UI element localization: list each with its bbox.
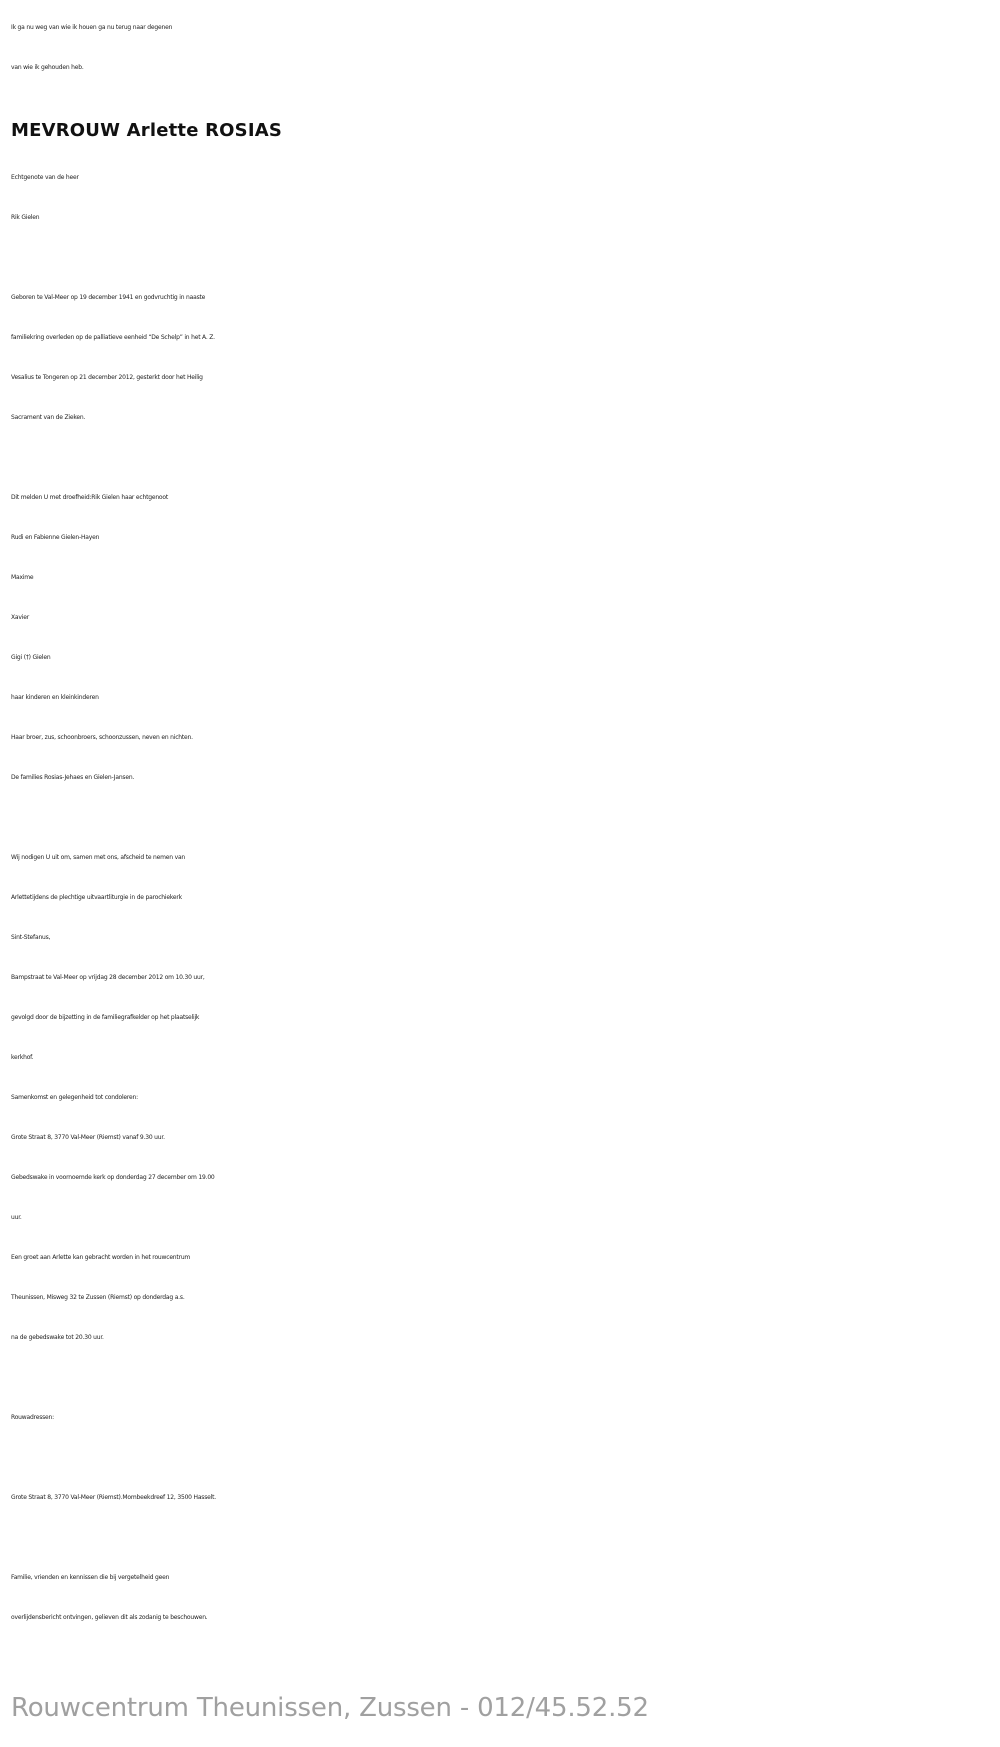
ceremony-line: kerkhof. [11,1054,34,1061]
closing-line: overlijdensbericht ontvingen, gelieven dit als zodanig te beschouwen. [11,1614,208,1621]
family-line: haar kinderen en kleinkinderen [11,694,99,701]
birth-death-line: Sacrament van de Zieken. [11,414,86,421]
spouse-line: Rik Gielen [11,214,40,221]
ceremony-block [11,838,1000,1358]
ceremony-line: uur. [11,1214,22,1221]
family-line: Dit melden U met droefheid:Rik Gielen haar echtgenoot [11,494,169,501]
ceremony-line: Grote Straat 8, 3770 Val-Meer (Riemst) vanaf 9.30 uur. [11,1134,165,1141]
funeral-home-footer: Rouwcentrum Theunissen, Zussen - 012/45.52.52 [11,1693,649,1723]
ceremony-line: Theunissen, Misweg 32 te Zussen (Riemst) op donderdag a.s. [11,1294,185,1301]
family-line: Haar broer, zus, schoonbroers, schoonzussen, neven en nichten. [11,734,193,741]
closing-block [11,1558,1000,1638]
family-line: Gigi (†) Gielen [11,654,51,661]
quote-line: Ik ga nu weg van wie ik houen ga nu terug naar degenen [11,24,173,31]
spacer [11,1438,1000,1478]
ceremony-line: Gebedswake in voornoemde kerk op donderdag 27 december om 19.00 [11,1174,215,1181]
spacer [11,238,1000,278]
ceremony-line: Een groet aan Arlette kan gebracht worden in het rouwcentrum [11,1254,191,1261]
birth-death-line: Vesalius te Tongeren op 21 december 2012, gesterkt door het Heilig [11,374,203,381]
birth-death-block [11,278,1000,438]
quote-line: van wie ik gehouden heb. [11,64,84,71]
ceremony-line: Sint-Stefanus, [11,934,51,941]
ceremony-line: gevolgd door de bijzetting in de familiegrafkelder op het plaatselijk [11,1014,200,1021]
family-line: Rudi en Fabienne Gielen-Hayen [11,534,100,541]
family-line: Xavier [11,614,29,621]
spouse-line: Echtgenote van de heer [11,174,79,181]
ceremony-line: Wij nodigen U uit om, samen met ons, afscheid te nemen van [11,854,186,861]
spouse-block [11,158,1000,238]
birth-death-line: familiekring overleden op de palliatieve eenheid “De Schelp” in het A. Z. [11,334,215,341]
spacer [11,1358,1000,1398]
quote-block [11,8,1000,88]
ceremony-line: Bampstraat te Val-Meer op vrijdag 28 december 2012 om 10.30 uur, [11,974,205,981]
closing-line: Familie, vrienden en kennissen die bij vergetelheid geen [11,1574,170,1581]
family-line: De families Rosias-Jehaes en Gielen-Jansen. [11,774,135,781]
birth-death-line: Geboren te Val-Meer op 19 december 1941 en godvruchtig in naaste [11,294,206,301]
ceremony-line: Samenkomst en gelegenheid tot condoleren: [11,1094,138,1101]
spacer [11,438,1000,478]
family-block [11,478,1000,798]
deceased-name: MEVROUW Arlette ROSIAS [11,120,283,141]
ceremony-line: Arlettetijdens de plechtige uitvaartliturgie in de parochiekerk [11,894,182,901]
spacer [11,1518,1000,1558]
family-line: Maxime [11,574,34,581]
addresses-line: Grote Straat 8, 3770 Val-Meer (Riemst).Mombeekdreef 12, 3500 Hasselt. [11,1494,216,1501]
ceremony-line: na de gebedswake tot 20.30 uur. [11,1334,104,1341]
spacer [11,798,1000,838]
addresses-label: Rouwadressen: [11,1414,54,1421]
